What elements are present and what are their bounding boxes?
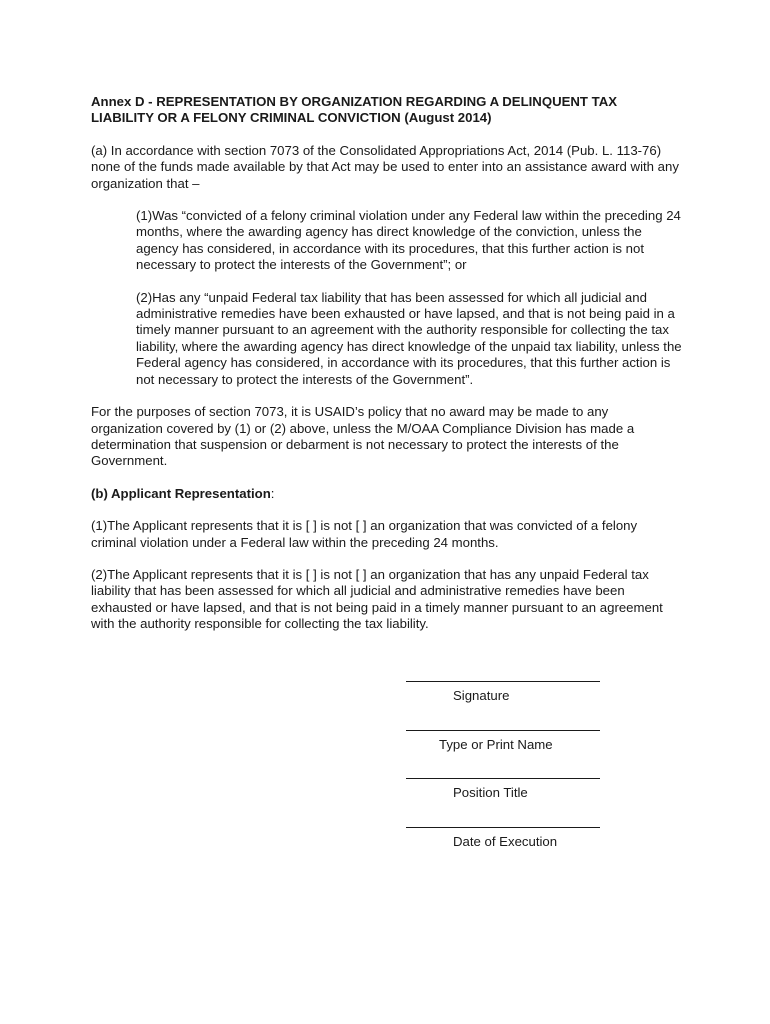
document-title: Annex D - REPRESENTATION BY ORGANIZATION REGARDING A DELINQUENT TAX LIABILITY OR A FELONY CRIMINAL CONVICTION (August 2014) (91, 94, 618, 126)
representation-1: (1)The Applicant represents that it is [ ] is not [ ] an organization that was convicted of a felony criminal violation under a Federal law within the preceding 24 months. (91, 518, 638, 550)
section-b-heading: (b) Applicant Representation (91, 485, 271, 501)
date-of-execution-field[interactable] (406, 827, 602, 850)
print-name-field[interactable] (406, 730, 602, 753)
position-title-line[interactable] (406, 778, 600, 779)
date-of-execution-label: Date of Execution (453, 834, 558, 849)
signature-field[interactable] (406, 681, 602, 704)
date-of-execution-line[interactable] (406, 827, 600, 828)
document-body (91, 94, 683, 649)
purposes-paragraph: For the purposes of section 7073, it is USAID’s policy that no award may be made to any organization covered by (1) or (2) above, unless the M/OAA Compliance Division has made a determination that suspension or debarment is not necessary to protect the interests of the Government. (91, 404, 635, 469)
signature-label: Signature (453, 688, 510, 703)
position-title-field[interactable] (406, 778, 602, 801)
signature-line[interactable] (406, 681, 600, 682)
section-b-colon: : (270, 485, 275, 501)
print-name-line[interactable] (406, 730, 600, 731)
criterion-2: (2)Has any “unpaid Federal tax liability that has been assessed for which all judicial and administrative remedies have been exhausted or have lapsed, and that is not being paid in a timely manner pursuant to an agreement with the authority responsible for collecting the tax liability, where the awarding agency has direct knowledge of the unpaid tax liability, unless the Federal agency has considered, in accordance with its procedures, that this further action is not necessary to protect the interests of the Government”. (136, 289, 682, 387)
print-name-label: Type or Print Name (439, 737, 553, 752)
paragraph-a: (a) In accordance with section 7073 of the Consolidated Appropriations Act, 2014 (Pub. L. 113-76) none of the funds made available by that Act may be used to enter into an assistance award with any organization that – (91, 142, 679, 191)
criterion-1: (1)Was “convicted of a felony criminal violation under any Federal law within the preceding 24 months, where the awarding agency has direct knowledge of the conviction, unless the agency has considered, in accordance with its procedures, that this further action is not necessary to protect the interests of the Government”; or (136, 208, 681, 273)
section-b-heading-line (91, 486, 683, 502)
position-title-label: Position Title (453, 785, 528, 800)
representation-2: (2)The Applicant represents that it is [ ] is not [ ] an organization that has any unpaid Federal tax liability that has been assessed for which all judicial and administrative remedies have been exhausted or have lapsed, and that is not being paid in a timely manner pursuant to an agreement with the authority responsible for collecting the tax liability. (91, 566, 663, 632)
